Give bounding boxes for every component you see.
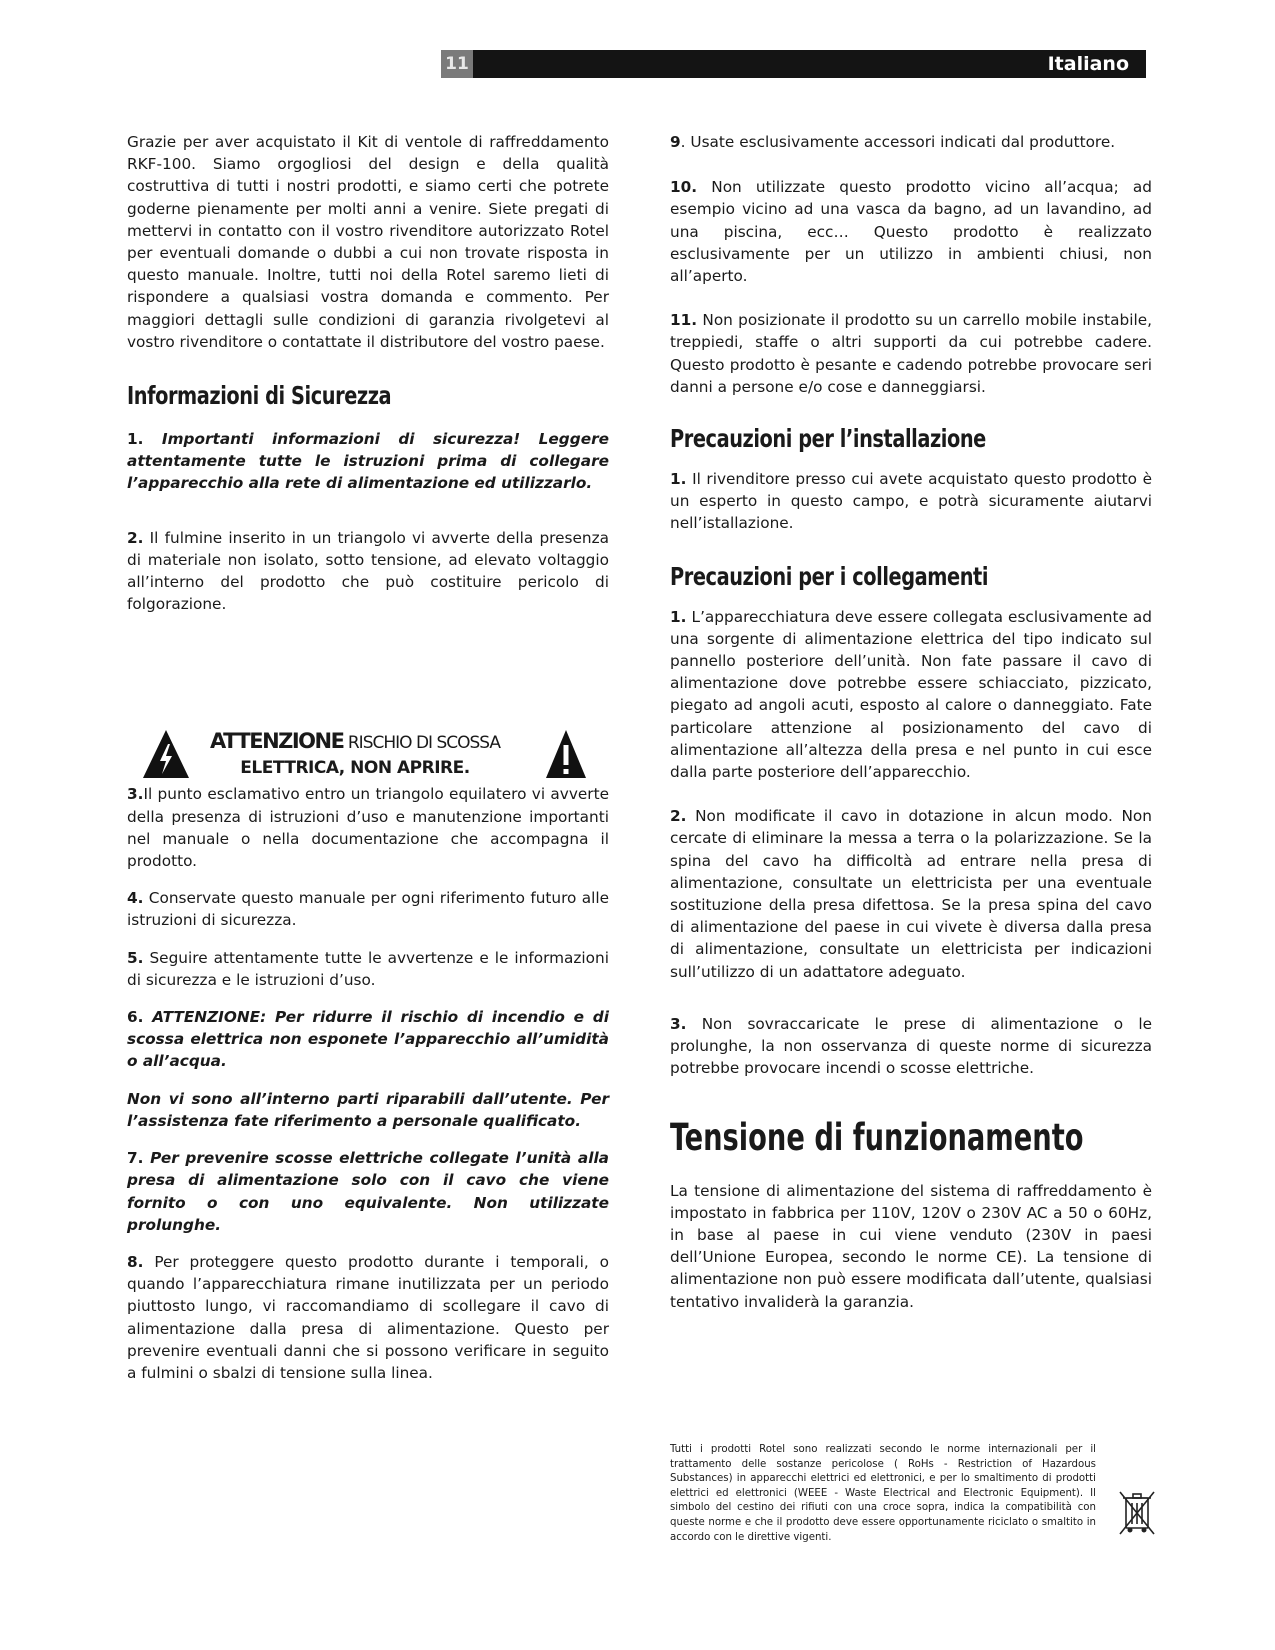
rohs-weee-footnote: Tutti i prodotti Rotel sono realizzati secondo le norme internazionali per il trattamento delle sostanze pericolose ( RoHs - Restriction of Hazardous Substances) in apparecchi elettrici ed elettronici, e per lo smaltimento di prodotti elettrici ed elettronici (WEEE - Waste Electrical and Electronic Equipment). Il simbolo del cestino dei rifiuti con una croce sopra, indica la compatibilità con queste norme e che il prodotto deve essere opportunamente riciclato o smaltito in accordo con le direttive vigenti. [670,1444,1096,1543]
safety-item-6 [127,1006,609,1073]
item-number: 5. [127,948,144,967]
connections-item-3 [670,1013,1152,1080]
item-text: Non modificate il cavo in dotazione in alcun modo. Non cercate di eliminare la messa a terra o la polarizzazione. Se la spina del cavo ha difficoltà ad entrare nella presa di alimentazione, consultate un elettricista per una eventuale sostituzione della presa difettosa. Se la presa spina del cavo di alimentazione del paese in cui vivete è diversa dalla presa di alimentazione, consultate un elettricista per indicazioni sull’utilizzo di un adattatore adeguato. [670,807,1152,981]
safety-item-11 [670,309,1152,398]
item-number: 3. [670,1014,687,1033]
connections-item-1 [670,606,1152,784]
item-number: 2. [127,528,144,547]
item-text: Seguire attentamente tutte le avvertenze e le informazioni di sicurezza e le istruzioni d’uso. [127,948,609,989]
safety-item-1 [127,428,609,495]
weee-bin-icon [1117,1490,1157,1536]
installation-item-1 [670,468,1152,535]
safety-item-7 [127,1147,609,1236]
safety-item-10 [670,176,1152,287]
safety-item-5 [127,947,609,991]
right-column [670,131,1152,1313]
warning-line-2: ELETTRICA, NON APRIRE. [240,758,470,778]
item-text: Per proteggere questo prodotto durante i temporali, o quando l’apparecchiatura rimane inutilizzata per un periodo piuttosto lungo, vi raccomandiamo di scollegare il cavo di alimentazione dalla presa di alimentazione. Questo per prevenire eventuali danni che si possono verificare in seguito a fulmini o sbalzi di tensione sulla linea. [127,1252,609,1382]
lightning-triangle-icon [141,728,191,780]
safety-item-2 [127,527,609,616]
safety-item-9 [670,131,1152,153]
safety-heading: Informazioni di Sicurezza [127,381,392,411]
item-text: L’apparecchiatura deve essere collegata esclusivamente ad una sorgente di alimentazione elettrica del tipo indicato sul pannello posteriore dell’unità. Non fate passare il cavo di alimentazione dove potrebbe essere schiacciato, pizzicato, piegato ad angoli acuti, esposto al calore o danneggiato. Fate particolare attenzione al posizionamento del cavo di alimentazione all’altezza della presa e nel punto in cui esce dalla parte posteriore dell’apparecchio. [670,607,1153,782]
warning-bold: ATTENZIONE [209,729,344,753]
item-number: 4. [127,889,144,908]
item-number: 11. [670,311,698,330]
safety-item-6-note: Non vi sono all’interno parti riparabili dall’utente. Per l’assistenza fate riferimento a personale qualificato. [127,1089,609,1130]
language-label: Italiano [1047,53,1129,75]
voltage-heading: Tensione di funzionamento [670,1115,1084,1159]
item-text: Non sovraccaricate le prese di alimentazione o le prolunghe, la non osservanza di queste norme di sicurezza potrebbe provocare incendi o scosse elettriche. [670,1014,1152,1078]
warning-rest: RISCHIO DI SCOSSA [347,733,501,753]
warning-line-1 [195,728,515,756]
warning-text [195,728,515,780]
item-number: 10. [670,178,698,197]
item-number: 2. [670,807,687,826]
warning-label [141,722,588,788]
item-number: 9 [670,133,681,151]
safety-item-3 [127,783,609,872]
installation-heading: Precauzioni per l’installazione [670,424,986,454]
item-text: Per prevenire scosse elettriche collegate l’unità alla presa di alimentazione solo con il cavo che viene fornito o con uno equivalente. Non utilizzate prolunghe. [127,1149,610,1234]
connections-heading: Precauzioni per i collegamenti [670,561,989,591]
exclamation-triangle-icon [544,728,588,780]
connections-item-2 [670,805,1152,983]
item-number: 6. [127,1008,144,1027]
header-bar [441,50,1146,78]
item-text: Non utilizzate questo prodotto vicino all’acqua; ad esempio vicino ad una vasca da bagno, ad un lavandino, ad una piscina, ecc… Questo prodotto è realizzato esclusivamente per un utilizzo in ambienti chiusi, non all’aperto. [670,178,1152,286]
item-text: . Usate esclusivamente accessori indicati dal produttore. [680,133,1116,151]
item-number: 1. [670,607,687,626]
item-number: 1. [127,430,144,449]
item-number: 1. [670,470,687,489]
item-text: Non posizionate il prodotto su un carrello mobile instabile, treppiedi, staffe o altri supporti da cui potrebbe cadere. Questo prodotto è pesante e cadendo potrebbe provocare seri danni a persone e/o cose e danneggiarsi. [670,311,1152,396]
safety-item-8 [127,1251,609,1384]
item-number: 8. [127,1252,144,1271]
item-text: ATTENZIONE: Per ridurre il rischio di incendio e di scossa elettrica non esponete l’apparecchio all’umidità o all’acqua. [127,1008,609,1071]
item-number: 7. [127,1149,144,1168]
item-number: 3. [127,785,144,804]
item-text: Importanti informazioni di sicurezza! Leggere attentamente tutte le istruzioni prima di collegare l’apparecchio alla rete di alimentazione ed utilizzarlo. [127,430,609,493]
voltage-paragraph: La tensione di alimentazione del sistema di raffreddamento è impostato in fabbrica per 110V, 120V o 230V AC a 50 o 60Hz, in base al paese in cui viene venduto (230V in paesi dell’Unione Europea, secondo le norme CE). La tensione di alimentazione non può essere modificata dall’utente, qualsiasi tentativo invaliderà la garanzia. [670,1181,1152,1311]
safety-item-4 [127,887,609,931]
item-text: Conservate questo manuale per ogni riferimento futuro alle istruzioni di sicurezza. [127,889,609,930]
page-number: 11 [441,50,473,78]
item-text: Il rivenditore presso cui avete acquistato questo prodotto è un esperto in questo campo, e potrà sicuramente aiutarvi nell’istallazione. [670,470,1152,533]
item-text: Il fulmine inserito in un triangolo vi avverte della presenza di materiale non isolato, sotto tensione, ad elevato voltaggio all’interno del prodotto che può costituire pericolo di folgorazione. [127,528,609,614]
intro-paragraph: Grazie per aver acquistato il Kit di ventole di raffreddamento RKF-100. Siamo orgogliosi del design e della qualità costruttiva di tutti i nostri prodotti, e siamo certi che potrete goderne pienamente per molti anni a venire. Siete pregati di mettervi in contatto con il vostro rivenditore autorizzato Rotel per eventuali domande o dubbi a cui non trovate risposta in questo manuale. Inoltre, tutti noi della Rotel saremo lieti di rispondere a qualsiasi vostra domanda e commento. Per maggiori dettagli sulle condizioni di garanzia rivolgetevi al vostro rivenditore o contattate il distributore del vostro paese. [127,133,609,351]
item-text: Il punto esclamativo entro un triangolo equilatero vi avverte della presenza di istruzioni d’uso e manutenzione importanti nel manuale o nella documentazione che accompagna il prodotto. [127,785,609,871]
